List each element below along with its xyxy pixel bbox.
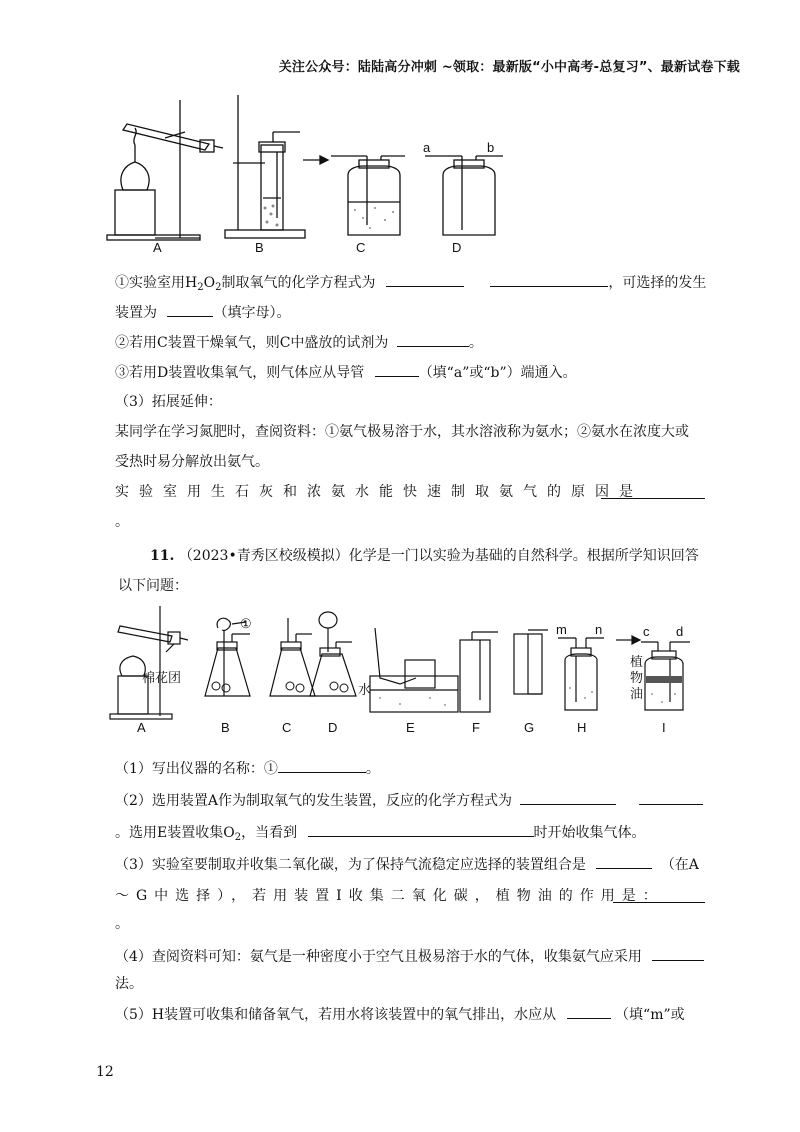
cotton-label: 棉花团 xyxy=(142,670,182,685)
apparatus-figure-2 xyxy=(100,598,720,738)
q10-line-9: 。 xyxy=(115,514,129,530)
label-A2: A xyxy=(137,720,146,735)
q10-line-6: 某同学在学习氮肥时，查阅资料：①氨气极易溶于水，其水溶液称为氨水；②氨水在浓度大或 xyxy=(115,424,689,440)
label-G2: G xyxy=(524,720,535,735)
oil-label-2: 物 xyxy=(630,670,644,685)
label-C: C xyxy=(356,240,366,255)
port-b-label: b xyxy=(487,140,495,155)
label-F2: F xyxy=(472,720,480,735)
q10-line-8: 实验室用生石灰和浓氨水能快速制取氨气的原因是 xyxy=(115,482,705,502)
q10-line-5: （3）拓展延伸： xyxy=(115,394,222,410)
q10-line-3: ②若用C装置干燥氧气，则C中盛放的试剂为 。 xyxy=(115,332,705,353)
answer-blank[interactable] xyxy=(386,272,464,287)
answer-blank[interactable] xyxy=(613,888,705,903)
q10-line-7: 受热时易分解放出氨气。 xyxy=(115,454,269,470)
label-D: D xyxy=(452,240,462,255)
apparatus-figure-1 xyxy=(105,90,525,260)
port-c-label: c xyxy=(643,624,650,639)
label-A: A xyxy=(153,240,162,255)
label-C2: C xyxy=(282,720,292,735)
label-I2: I xyxy=(662,720,666,735)
page-header: 关注公众号：陆陆高分冲刺 ~领取：最新版“小中高考-总复习”、最新试卷下载 xyxy=(278,60,740,75)
answer-blank[interactable] xyxy=(490,272,608,287)
q11-s3: （3）实验室要制取并收集二氧化碳，为了保持气流稳定应选择的装置组合是 （在A xyxy=(115,854,705,875)
oil-label-3: 油 xyxy=(630,686,644,701)
page-number: 12 xyxy=(96,1064,114,1080)
answer-blank[interactable] xyxy=(601,484,705,499)
q11-s3b: ～G中选择），若用装置I收集二氧化碳，植物油的作用是： xyxy=(115,886,705,906)
answer-blank[interactable] xyxy=(397,332,469,347)
answer-blank[interactable] xyxy=(167,302,213,317)
answer-blank[interactable] xyxy=(375,362,419,377)
circle-one-label: ① xyxy=(240,616,252,631)
answer-blank[interactable] xyxy=(639,790,703,805)
q11-s3c: 。 xyxy=(115,916,129,932)
label-E2: E xyxy=(406,720,415,735)
port-m-label: m xyxy=(556,622,567,637)
q11-s5: （5）H装置可收集和储备氧气，若用水将该装置中的氧气排出，水应从 （填“m”或 xyxy=(115,1004,705,1025)
label-H2: H xyxy=(577,720,587,735)
answer-blank[interactable] xyxy=(520,790,616,805)
port-n-label: n xyxy=(595,622,603,637)
oil-label-1: 植 xyxy=(630,654,644,669)
answer-blank[interactable] xyxy=(596,854,652,869)
q11-s4b: 法。 xyxy=(115,976,143,992)
q11-intro-2: 以下问题： xyxy=(118,578,188,594)
q11-s1: （1）写出仪器的名称：① 。 xyxy=(115,758,705,779)
q11-s2b: 。选用E装置收集$O_2$，当看到 时开始收集气体。 xyxy=(115,822,705,848)
answer-blank[interactable] xyxy=(567,1004,611,1019)
q10-line-2: 装置为 （填字母）。 xyxy=(115,302,705,323)
label-D2: D xyxy=(328,720,338,735)
answer-blank[interactable] xyxy=(308,822,534,837)
answer-blank[interactable] xyxy=(278,758,366,773)
q11-s2: （2）选用装置A作为制取氧气的发生装置，反应的化学方程式为 xyxy=(115,790,705,811)
label-B2: B xyxy=(221,720,230,735)
port-a-label: a xyxy=(423,140,431,155)
q11-intro: 11. （2023•青秀区校级模拟）化学是一门以实验为基础的自然科学。根据所学知识回答 xyxy=(150,548,699,564)
q10-line-4: ③若用D装置收集氧气，则气体应从导管 （填“a”或“b”）端通入。 xyxy=(115,362,705,383)
port-d-label: d xyxy=(676,624,684,639)
label-B: B xyxy=(255,240,264,255)
q10-line-1: ①实验室用$H_2O_2$制取氧气的化学方程式为 ，可选择的发生 xyxy=(115,272,705,298)
q11-s4: （4）查阅资料可知：氨气是一种密度小于空气且极易溶于水的气体，收集氨气应采用 xyxy=(115,946,705,967)
answer-blank[interactable] xyxy=(652,946,704,961)
water-label: 水 xyxy=(358,682,372,697)
